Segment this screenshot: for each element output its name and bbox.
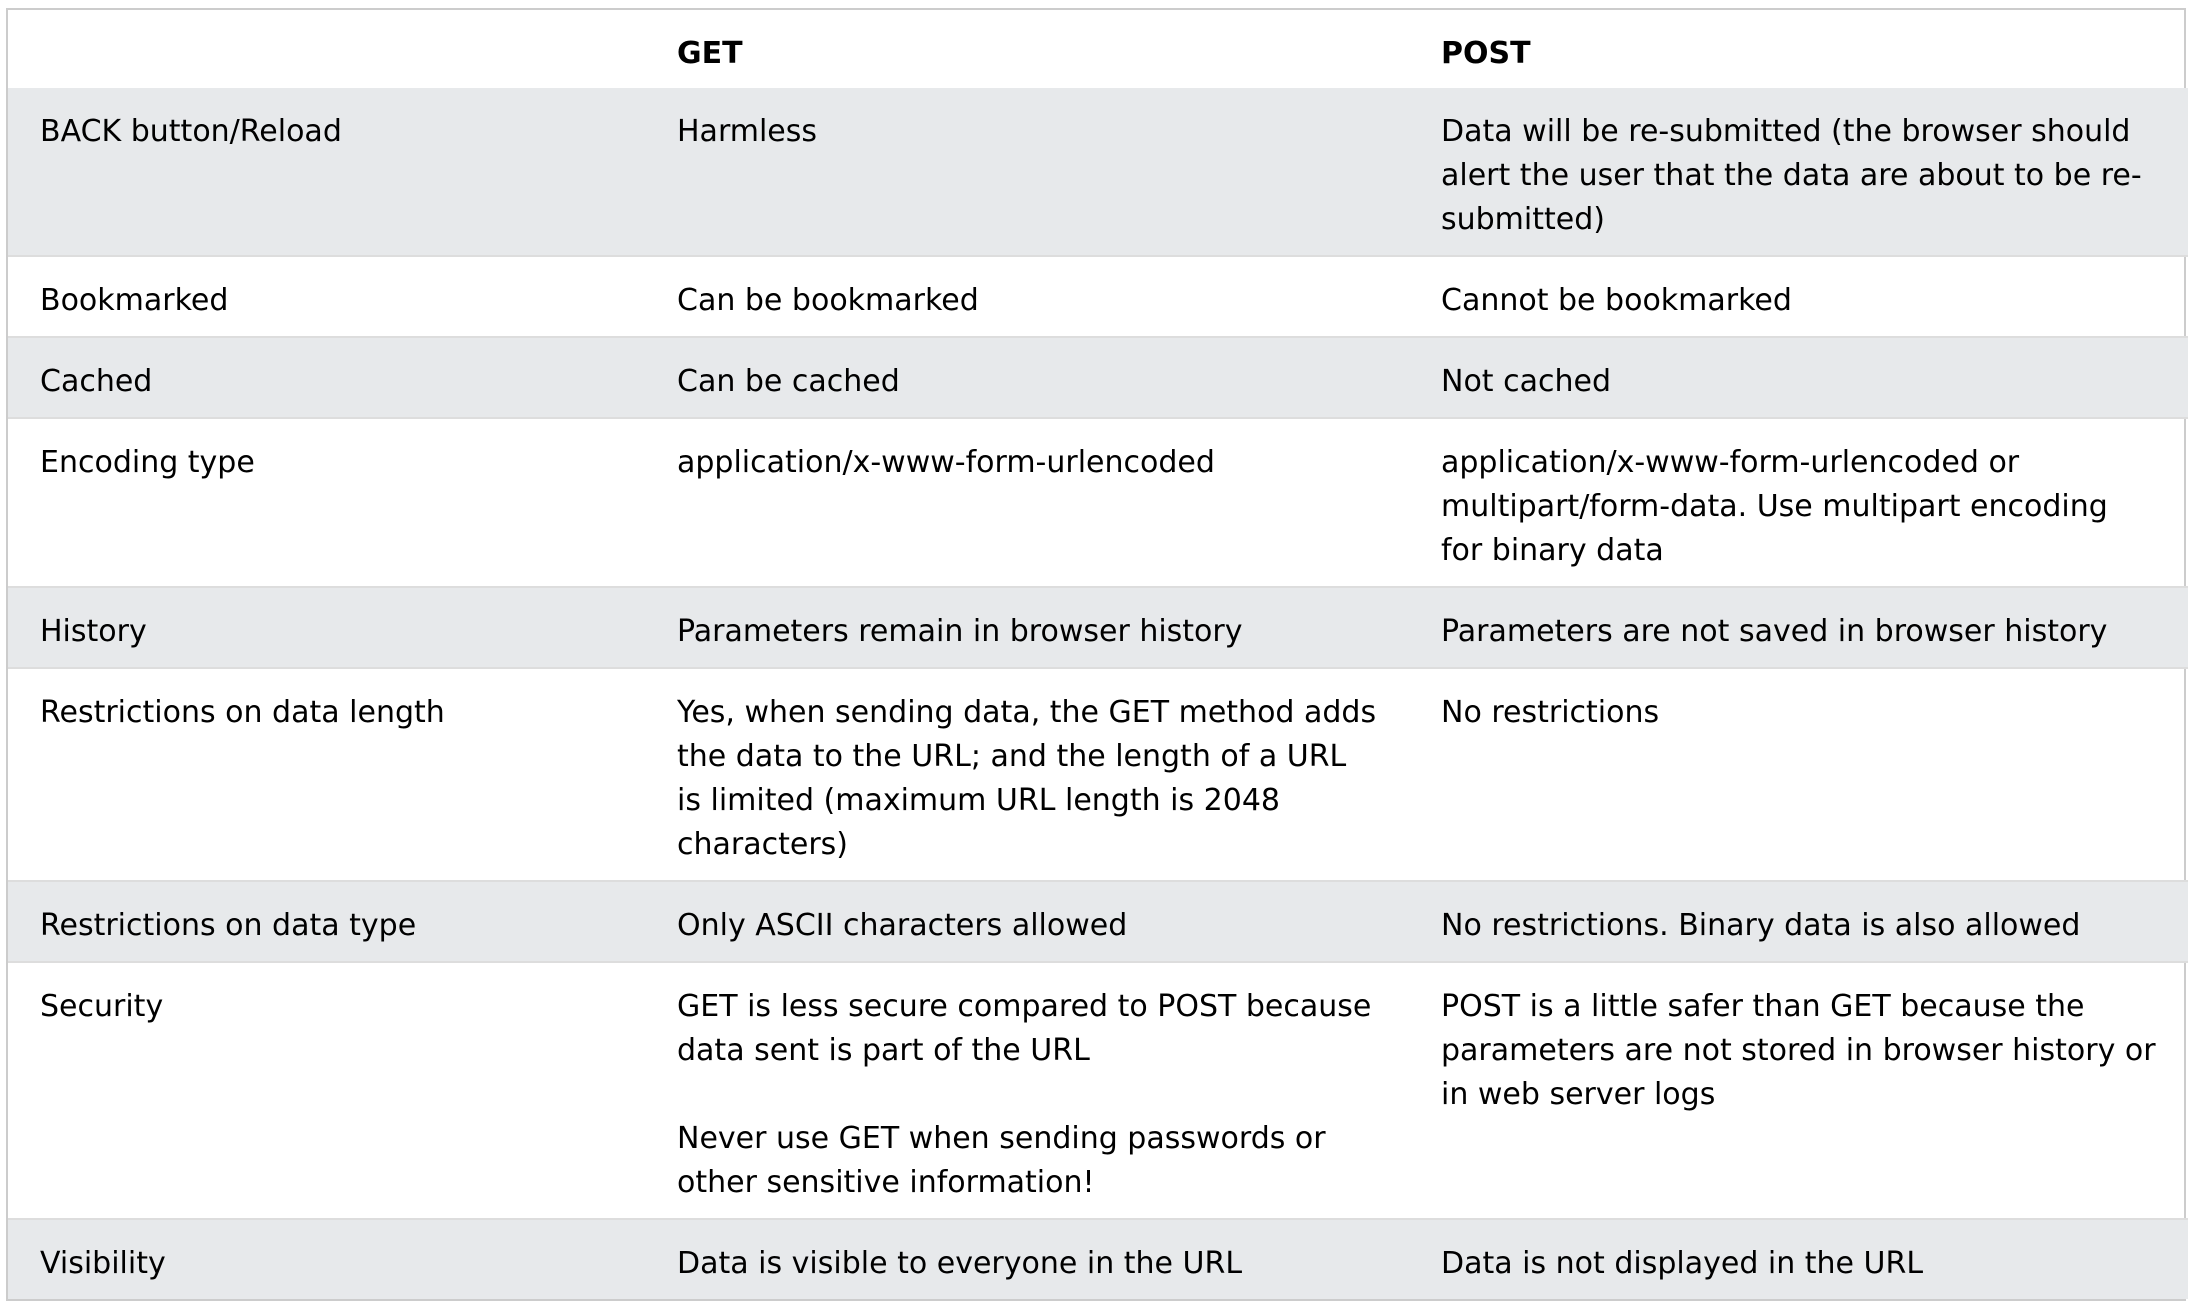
get-text: GET is less secure compared to POST because data sent is part of the URL [677, 989, 1372, 1068]
get-text: Data is visible to everyone in the URL [677, 1246, 1243, 1281]
row-label: Encoding type [40, 445, 255, 480]
post-cell [1409, 881, 2188, 962]
table-header-row [8, 10, 2188, 88]
get-text: Can be bookmarked [677, 283, 979, 318]
get-text: application/x-www-form-urlencoded [677, 445, 1215, 480]
header-post: POST [1441, 36, 1531, 71]
row-label: Restrictions on data length [40, 695, 445, 730]
table-row-history [8, 587, 2188, 668]
post-cell [1409, 668, 2188, 881]
post-text: Cannot be bookmarked [1441, 283, 1792, 318]
table-row-visibility [8, 1219, 2188, 1299]
get-cell [645, 668, 1409, 881]
post-cell [1409, 337, 2188, 418]
get-cell [645, 587, 1409, 668]
get-cell [645, 337, 1409, 418]
post-cell [1409, 418, 2188, 587]
post-cell [1409, 256, 2188, 337]
post-cell [1409, 1219, 2188, 1299]
get-text: Only ASCII characters allowed [677, 908, 1128, 943]
get-post-comparison-table [8, 10, 2188, 1299]
post-text: Parameters are not saved in browser history [1441, 614, 2108, 649]
post-cell [1409, 88, 2188, 256]
get-cell [645, 88, 1409, 256]
comparison-table-container [6, 8, 2186, 1301]
table-row-data-length [8, 668, 2188, 881]
header-get: GET [677, 36, 743, 71]
get-text: Parameters remain in browser history [677, 614, 1243, 649]
post-text: POST is a little safer than GET because the parameters are not stored in browser history or in web server logs [1441, 989, 2156, 1112]
row-label: Visibility [40, 1246, 166, 1281]
post-text: Not cached [1441, 364, 1611, 399]
row-label: Security [40, 989, 164, 1024]
row-label: BACK button/Reload [40, 114, 342, 149]
post-text: Data is not displayed in the URL [1441, 1246, 1924, 1281]
get-text: Can be cached [677, 364, 900, 399]
table-row-security [8, 962, 2188, 1219]
post-text: application/x-www-form-urlencoded or multipart/form-data. Use multipart encoding for binary data [1441, 445, 2108, 568]
table-row-encoding-type [8, 418, 2188, 587]
get-text-warning: Never use GET when sending passwords or other sensitive information! [677, 1121, 1326, 1200]
post-cell [1409, 587, 2188, 668]
get-cell [645, 1219, 1409, 1299]
post-text: No restrictions. Binary data is also allowed [1441, 908, 2081, 943]
row-label: Restrictions on data type [40, 908, 417, 943]
post-text: No restrictions [1441, 695, 1660, 730]
get-text: Yes, when sending data, the GET method adds the data to the URL; and the length of a URL is limited (maximum URL length is 2048 characters) [677, 695, 1377, 862]
get-text: Harmless [677, 114, 818, 149]
table-row-cached [8, 337, 2188, 418]
row-label: History [40, 614, 147, 649]
get-cell [645, 881, 1409, 962]
table-row-bookmarked [8, 256, 2188, 337]
header-empty [8, 10, 645, 88]
post-text: Data will be re-submitted (the browser should alert the user that the data are about to be re-submitted) [1441, 114, 2142, 237]
row-label: Cached [40, 364, 153, 399]
get-cell [645, 256, 1409, 337]
table-row-back-reload [8, 88, 2188, 256]
table-row-data-type [8, 881, 2188, 962]
row-label: Bookmarked [40, 283, 229, 318]
get-cell [645, 962, 1409, 1219]
post-cell [1409, 962, 2188, 1219]
get-cell [645, 418, 1409, 587]
